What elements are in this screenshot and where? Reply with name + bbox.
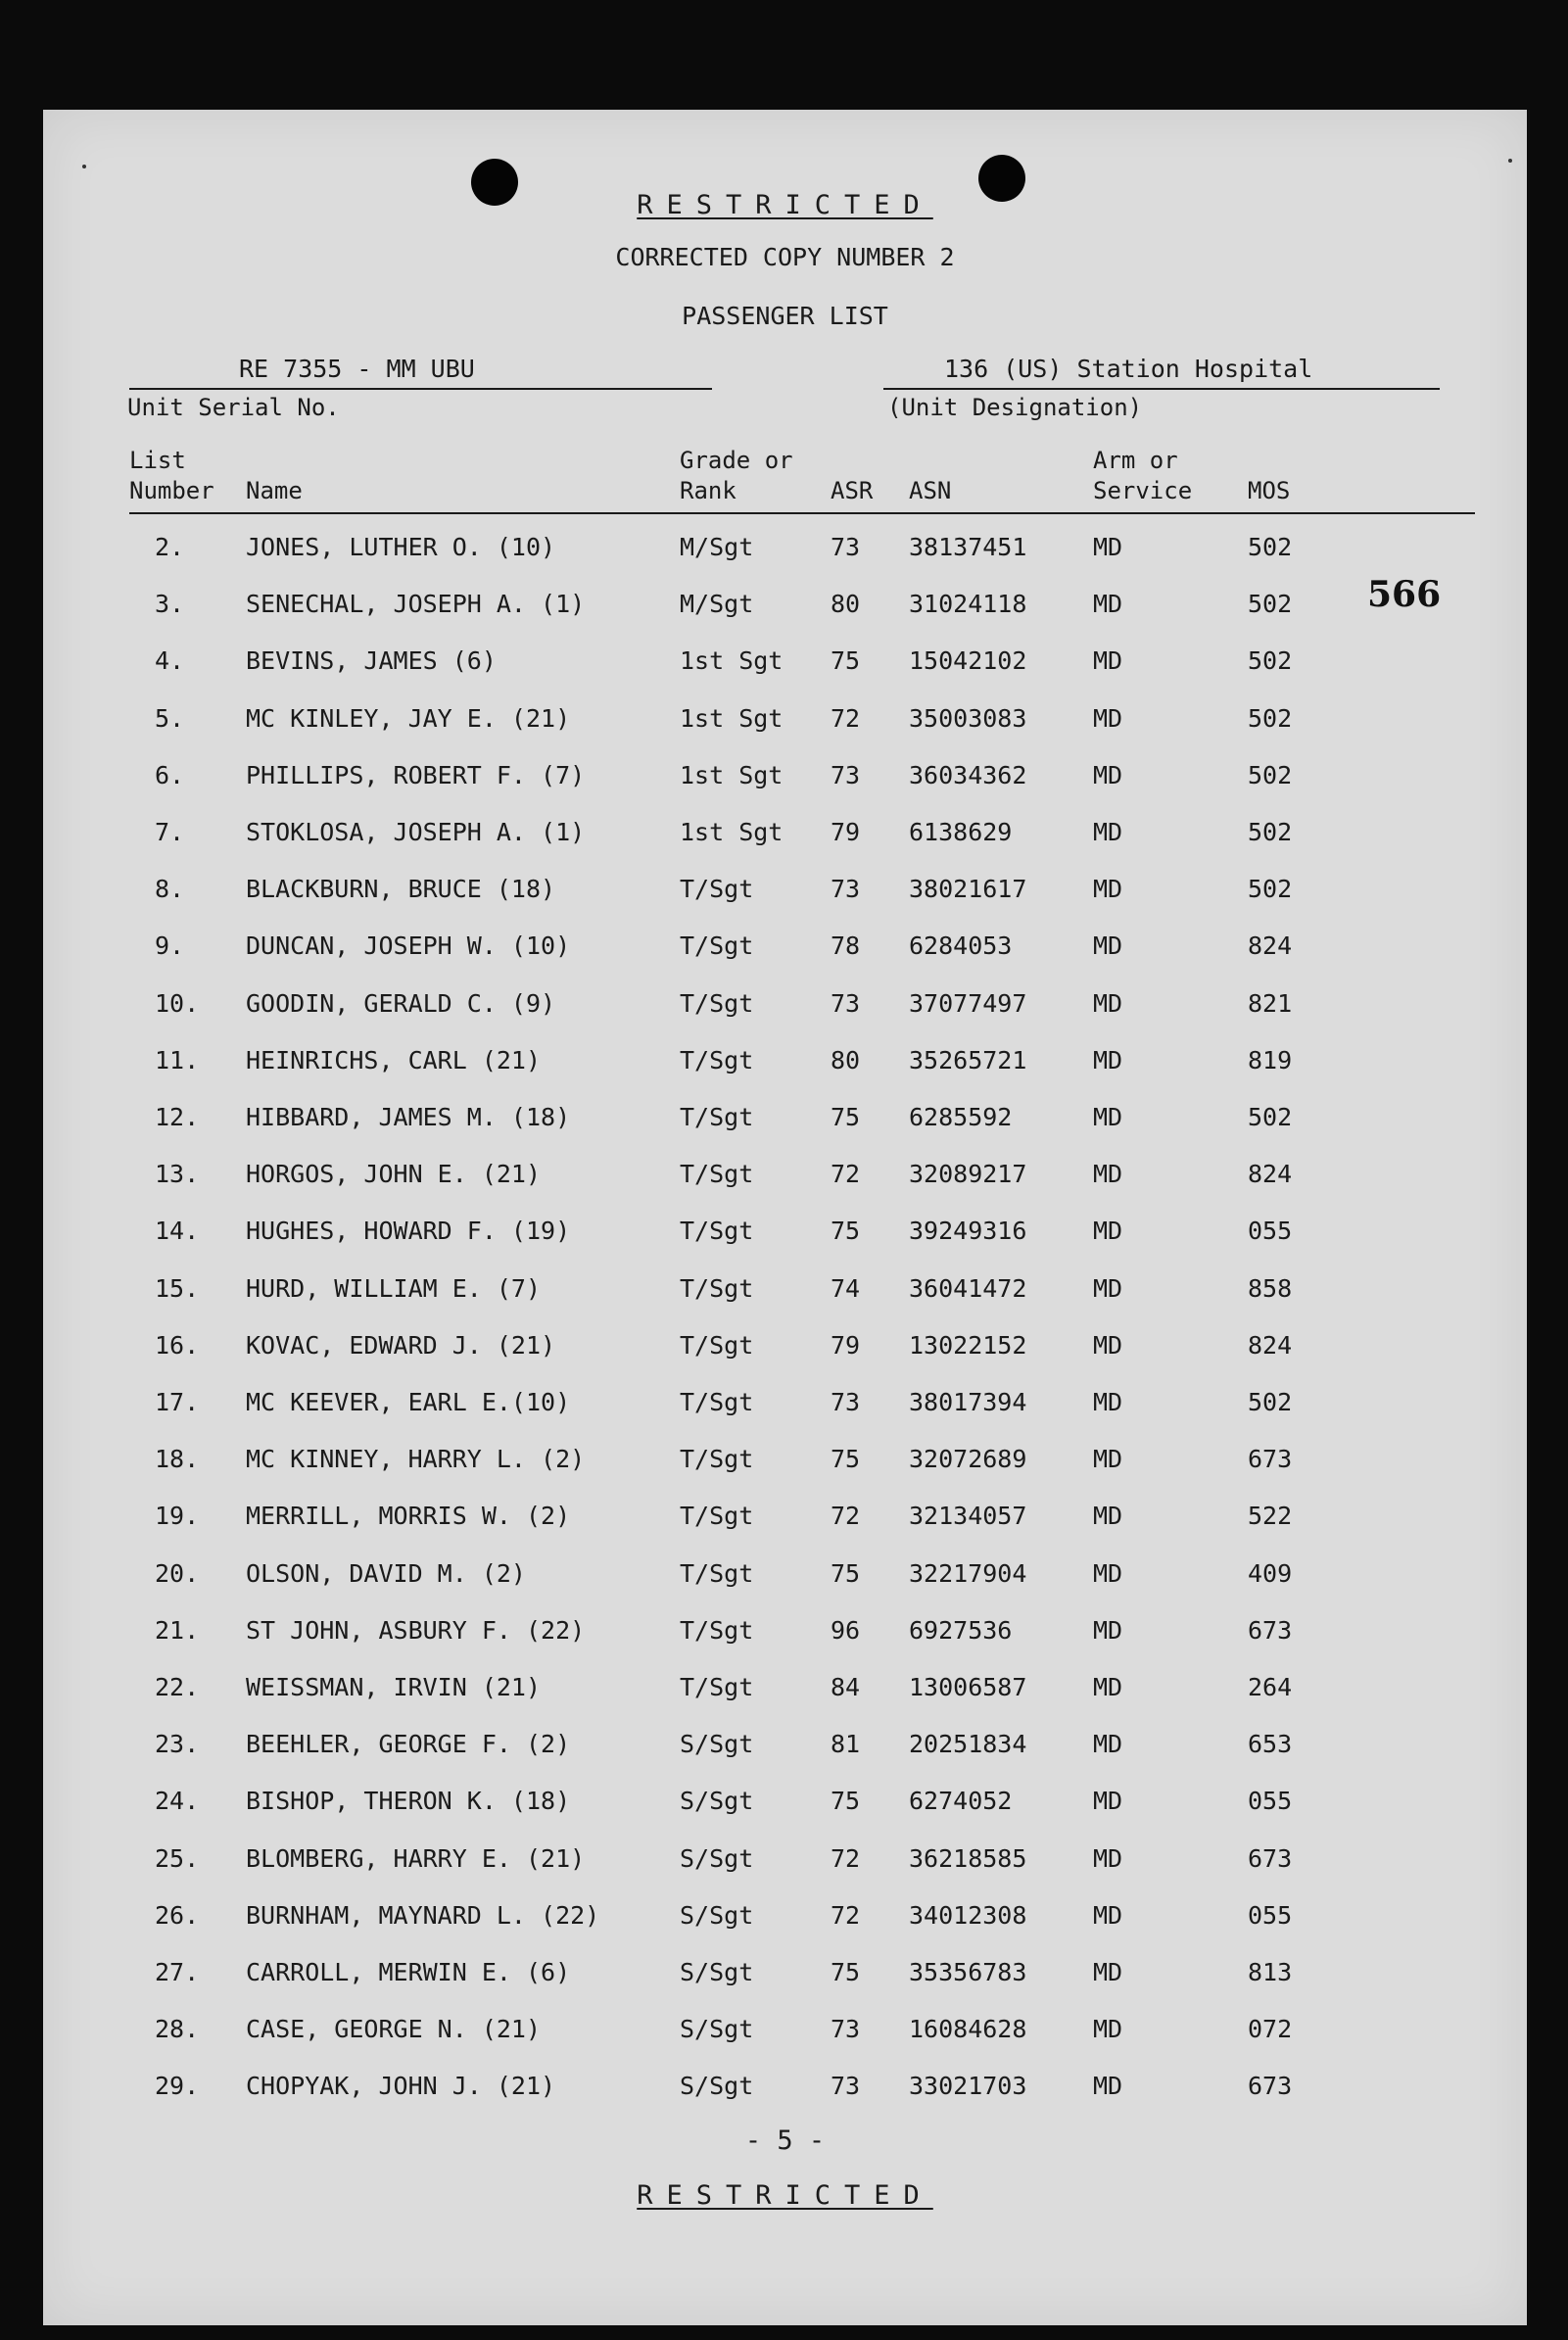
- cell-asr: 72: [831, 1502, 861, 1531]
- cell-arm: MD: [1093, 2072, 1123, 2101]
- cell-arm: MD: [1093, 1558, 1123, 1588]
- cell-num: 17.: [155, 1388, 200, 1416]
- speck: [82, 165, 86, 168]
- cell-num: 14.: [155, 1217, 200, 1246]
- unit-designation-label: (Unit Designation): [887, 394, 1143, 421]
- cell-num: 25.: [155, 1843, 200, 1873]
- cell-grade: M/Sgt: [680, 533, 754, 561]
- cell-asr: 84: [831, 1673, 861, 1701]
- cell-mos: 502: [1248, 1388, 1293, 1416]
- table-row: [43, 1958, 1527, 1997]
- cell-num: 6.: [155, 760, 185, 789]
- table-row: [43, 1331, 1527, 1370]
- cell-mos: 502: [1248, 1103, 1293, 1131]
- cell-num: 20.: [155, 1558, 200, 1588]
- cell-num: 2.: [155, 533, 185, 561]
- cell-asr: 75: [831, 1445, 861, 1474]
- cell-asr: 75: [831, 1787, 861, 1816]
- cell-name: MERRILL, MORRIS W. (2): [246, 1502, 571, 1531]
- cell-arm: MD: [1093, 1273, 1123, 1303]
- cell-asr: 79: [831, 818, 861, 846]
- cell-grade: T/Sgt: [680, 1045, 754, 1074]
- cell-grade: T/Sgt: [680, 1502, 754, 1531]
- cell-asr: 73: [831, 2072, 861, 2101]
- cell-mos: 824: [1248, 1330, 1293, 1360]
- cell-asr: 72: [831, 1843, 861, 1873]
- cell-asr: 75: [831, 1958, 861, 1986]
- cell-arm: MD: [1093, 590, 1123, 619]
- cell-mos: 055: [1248, 1787, 1293, 1816]
- cell-asn: 33021703: [909, 2072, 1027, 2101]
- cell-num: 12.: [155, 1103, 200, 1131]
- cell-asn: 15042102: [909, 646, 1027, 676]
- cell-asn: 36041472: [909, 1273, 1027, 1303]
- cell-arm: MD: [1093, 1730, 1123, 1759]
- column-header-service: Service: [1093, 477, 1193, 504]
- table-row: [43, 1502, 1527, 1541]
- cell-asr: 96: [831, 1615, 861, 1645]
- cell-grade: S/Sgt: [680, 1900, 754, 1930]
- cell-asn: 32217904: [909, 1558, 1027, 1588]
- cell-name: CHOPYAK, JOHN J. (21): [246, 2072, 556, 2101]
- table-row: [43, 2015, 1527, 2054]
- table-row: [43, 931, 1527, 971]
- cell-asr: 72: [831, 1900, 861, 1930]
- cell-name: STOKLOSA, JOSEPH A. (1): [246, 818, 586, 846]
- cell-asr: 78: [831, 931, 861, 961]
- table-row: [43, 1730, 1527, 1769]
- cell-num: 21.: [155, 1615, 200, 1645]
- table-row: [43, 2072, 1527, 2111]
- cell-name: ST JOHN, ASBURY F. (22): [246, 1615, 586, 1645]
- cell-arm: MD: [1093, 988, 1123, 1018]
- cell-num: 28.: [155, 2015, 200, 2044]
- column-header-rank: Rank: [680, 477, 736, 504]
- cell-mos: 502: [1248, 533, 1293, 561]
- cell-asn: 36218585: [909, 1843, 1027, 1873]
- cell-arm: MD: [1093, 1900, 1123, 1930]
- cell-mos: 824: [1248, 931, 1293, 961]
- cell-mos: 072: [1248, 2015, 1293, 2044]
- cell-name: CARROLL, MERWIN E. (6): [246, 1958, 571, 1986]
- cell-arm: MD: [1093, 760, 1123, 789]
- cell-arm: MD: [1093, 646, 1123, 676]
- cell-name: OLSON, DAVID M. (2): [246, 1558, 526, 1588]
- cell-arm: MD: [1093, 1445, 1123, 1474]
- document-title: PASSENGER LIST: [682, 302, 888, 330]
- cell-arm: MD: [1093, 1615, 1123, 1645]
- cell-arm: MD: [1093, 818, 1123, 846]
- cell-name: KOVAC, EDWARD J. (21): [246, 1330, 556, 1360]
- cell-num: 5.: [155, 703, 185, 733]
- cell-asn: 35265721: [909, 1045, 1027, 1074]
- page-number: - 5 -: [744, 2125, 826, 2156]
- cell-name: HEINRICHS, CARL (21): [246, 1045, 542, 1074]
- cell-num: 16.: [155, 1330, 200, 1360]
- table-row: [43, 1559, 1527, 1599]
- cell-name: DUNCAN, JOSEPH W. (10): [246, 931, 571, 961]
- cell-mos: 502: [1248, 590, 1293, 619]
- cell-name: MC KINLEY, JAY E. (21): [246, 703, 571, 733]
- unit-serial-value: RE 7355 - MM UBU: [129, 355, 712, 390]
- cell-name: BLACKBURN, BRUCE (18): [246, 875, 556, 904]
- cell-asr: 73: [831, 988, 861, 1018]
- cell-grade: T/Sgt: [680, 1217, 754, 1246]
- cell-asn: 16084628: [909, 2015, 1027, 2044]
- cell-asr: 75: [831, 1558, 861, 1588]
- table-row: [43, 590, 1527, 629]
- cell-grade: S/Sgt: [680, 2015, 754, 2044]
- cell-mos: 858: [1248, 1273, 1293, 1303]
- cell-arm: MD: [1093, 1103, 1123, 1131]
- column-header-mos: MOS: [1248, 477, 1291, 504]
- unit-serial-block: [129, 355, 712, 421]
- cell-asr: 72: [831, 1160, 861, 1189]
- table-row: [43, 1673, 1527, 1712]
- table-row: [43, 875, 1527, 914]
- cell-asn: 38021617: [909, 875, 1027, 904]
- cell-asr: 73: [831, 875, 861, 904]
- cell-mos: 502: [1248, 703, 1293, 733]
- unit-designation-value: 136 (US) Station Hospital: [883, 355, 1440, 390]
- cell-mos: 673: [1248, 1615, 1293, 1645]
- column-header-name: Name: [246, 477, 303, 504]
- cell-asn: 31024118: [909, 590, 1027, 619]
- cell-mos: 409: [1248, 1558, 1293, 1588]
- table-row: [43, 1616, 1527, 1655]
- cell-arm: MD: [1093, 1787, 1123, 1816]
- cell-name: HORGOS, JOHN E. (21): [246, 1160, 542, 1189]
- column-header-arm: Arm or: [1093, 447, 1178, 474]
- cell-num: 26.: [155, 1900, 200, 1930]
- table-row: [43, 1787, 1527, 1826]
- cell-asn: 6285592: [909, 1103, 1013, 1131]
- cell-asr: 75: [831, 646, 861, 676]
- cell-mos: 055: [1248, 1900, 1293, 1930]
- cell-num: 8.: [155, 875, 185, 904]
- cell-arm: MD: [1093, 1388, 1123, 1416]
- cell-grade: T/Sgt: [680, 1273, 754, 1303]
- cell-arm: MD: [1093, 1673, 1123, 1701]
- cell-arm: MD: [1093, 533, 1123, 561]
- column-header-row: [129, 446, 1475, 514]
- cell-grade: M/Sgt: [680, 590, 754, 619]
- cell-grade: T/Sgt: [680, 1445, 754, 1474]
- cell-num: 23.: [155, 1730, 200, 1759]
- cell-asn: 34012308: [909, 1900, 1027, 1930]
- cell-grade: 1st Sgt: [680, 703, 784, 733]
- cell-grade: S/Sgt: [680, 2072, 754, 2101]
- cell-grade: T/Sgt: [680, 1388, 754, 1416]
- cell-name: BURNHAM, MAYNARD L. (22): [246, 1900, 600, 1930]
- table-row: [43, 1844, 1527, 1884]
- cell-asr: 73: [831, 2015, 861, 2044]
- cell-asr: 80: [831, 1045, 861, 1074]
- cell-asn: 6274052: [909, 1787, 1013, 1816]
- cell-asn: 13022152: [909, 1330, 1027, 1360]
- cell-asr: 73: [831, 533, 861, 561]
- document-page: [43, 110, 1527, 2325]
- cell-mos: 502: [1248, 760, 1293, 789]
- cell-mos: 502: [1248, 646, 1293, 676]
- cell-arm: MD: [1093, 1502, 1123, 1531]
- cell-mos: 821: [1248, 988, 1293, 1018]
- table-row: [43, 1445, 1527, 1484]
- cell-arm: MD: [1093, 931, 1123, 961]
- cell-asn: 32072689: [909, 1445, 1027, 1474]
- cell-num: 7.: [155, 818, 185, 846]
- cell-asn: 13006587: [909, 1673, 1027, 1701]
- cell-mos: 502: [1248, 818, 1293, 846]
- cell-arm: MD: [1093, 1958, 1123, 1986]
- cell-arm: MD: [1093, 875, 1123, 904]
- cell-mos: 055: [1248, 1217, 1293, 1246]
- cell-name: PHILLIPS, ROBERT F. (7): [246, 760, 586, 789]
- cell-asr: 74: [831, 1273, 861, 1303]
- cell-asn: 35356783: [909, 1958, 1027, 1986]
- cell-asn: 6284053: [909, 931, 1013, 961]
- cell-name: HIBBARD, JAMES M. (18): [246, 1103, 571, 1131]
- cell-name: WEISSMAN, IRVIN (21): [246, 1673, 542, 1701]
- column-header-asn: ASN: [909, 477, 952, 504]
- column-header-list: List: [129, 447, 186, 474]
- cell-num: 24.: [155, 1787, 200, 1816]
- cell-grade: T/Sgt: [680, 1673, 754, 1701]
- cell-arm: MD: [1093, 1843, 1123, 1873]
- cell-mos: 502: [1248, 875, 1293, 904]
- cell-asn: 32134057: [909, 1502, 1027, 1531]
- cell-num: 13.: [155, 1160, 200, 1189]
- table-row: [43, 1388, 1527, 1427]
- cell-num: 10.: [155, 988, 200, 1018]
- cell-arm: MD: [1093, 1217, 1123, 1246]
- cell-grade: T/Sgt: [680, 1615, 754, 1645]
- cell-grade: 1st Sgt: [680, 760, 784, 789]
- cell-grade: T/Sgt: [680, 1160, 754, 1189]
- cell-name: CASE, GEORGE N. (21): [246, 2015, 542, 2044]
- cell-num: 4.: [155, 646, 185, 676]
- cell-grade: T/Sgt: [680, 1103, 754, 1131]
- restricted-header: RESTRICTED: [637, 190, 933, 220]
- cell-mos: 673: [1248, 1445, 1293, 1474]
- cell-asr: 73: [831, 1388, 861, 1416]
- cell-arm: MD: [1093, 2015, 1123, 2044]
- cell-asn: 20251834: [909, 1730, 1027, 1759]
- cell-grade: 1st Sgt: [680, 818, 784, 846]
- cell-num: 15.: [155, 1273, 200, 1303]
- cell-asn: 6138629: [909, 818, 1013, 846]
- cell-mos: 813: [1248, 1958, 1293, 1986]
- cell-arm: MD: [1093, 1160, 1123, 1189]
- cell-asr: 81: [831, 1730, 861, 1759]
- cell-arm: MD: [1093, 1330, 1123, 1360]
- cell-mos: 824: [1248, 1160, 1293, 1189]
- cell-name: GOODIN, GERALD C. (9): [246, 988, 556, 1018]
- cell-num: 18.: [155, 1445, 200, 1474]
- cell-mos: 522: [1248, 1502, 1293, 1531]
- cell-asr: 72: [831, 703, 861, 733]
- cell-arm: MD: [1093, 1045, 1123, 1074]
- cell-name: BEEHLER, GEORGE F. (2): [246, 1730, 571, 1759]
- cell-asn: 36034362: [909, 760, 1027, 789]
- unit-serial-label: Unit Serial No.: [127, 394, 340, 421]
- cell-grade: T/Sgt: [680, 1558, 754, 1588]
- cell-name: MC KEEVER, EARL E.(10): [246, 1388, 571, 1416]
- cell-asn: 6927536: [909, 1615, 1013, 1645]
- cell-name: HURD, WILLIAM E. (7): [246, 1273, 542, 1303]
- cell-num: 3.: [155, 590, 185, 619]
- cell-num: 19.: [155, 1502, 200, 1531]
- cell-asn: 32089217: [909, 1160, 1027, 1189]
- cell-asn: 39249316: [909, 1217, 1027, 1246]
- column-header-asr: ASR: [831, 477, 874, 504]
- table-row: [43, 761, 1527, 800]
- cell-mos: 819: [1248, 1045, 1293, 1074]
- cell-asn: 38017394: [909, 1388, 1027, 1416]
- column-header-grade: Grade or: [680, 447, 793, 474]
- cell-grade: S/Sgt: [680, 1787, 754, 1816]
- cell-asn: 35003083: [909, 703, 1027, 733]
- cell-grade: 1st Sgt: [680, 646, 784, 676]
- cell-grade: S/Sgt: [680, 1843, 754, 1873]
- table-row: [43, 1160, 1527, 1199]
- restricted-footer: RESTRICTED: [637, 2180, 933, 2211]
- cell-grade: T/Sgt: [680, 1330, 754, 1360]
- column-header-number: Number: [129, 477, 214, 504]
- table-row: [43, 1274, 1527, 1313]
- cell-asr: 75: [831, 1103, 861, 1131]
- cell-name: MC KINNEY, HARRY L. (2): [246, 1445, 586, 1474]
- cell-mos: 264: [1248, 1673, 1293, 1701]
- cell-grade: T/Sgt: [680, 875, 754, 904]
- cell-name: BISHOP, THERON K. (18): [246, 1787, 571, 1816]
- cell-arm: MD: [1093, 703, 1123, 733]
- table-row: [43, 704, 1527, 743]
- cell-name: BLOMBERG, HARRY E. (21): [246, 1843, 586, 1873]
- table-row: [43, 1046, 1527, 1085]
- stamped-number: 566: [1367, 574, 1442, 615]
- corrected-copy-line: CORRECTED COPY NUMBER 2: [615, 243, 955, 271]
- table-row: [43, 1901, 1527, 1940]
- cell-asr: 80: [831, 590, 861, 619]
- cell-mos: 673: [1248, 2072, 1293, 2101]
- table-row: [43, 1103, 1527, 1142]
- table-row: [43, 1217, 1527, 1256]
- cell-mos: 673: [1248, 1843, 1293, 1873]
- table-row: [43, 818, 1527, 857]
- unit-designation-block: [883, 355, 1440, 421]
- cell-num: 27.: [155, 1958, 200, 1986]
- cell-asr: 73: [831, 760, 861, 789]
- cell-name: JONES, LUTHER O. (10): [246, 533, 556, 561]
- cell-name: BEVINS, JAMES (6): [246, 646, 497, 676]
- cell-grade: T/Sgt: [680, 988, 754, 1018]
- cell-asr: 75: [831, 1217, 861, 1246]
- cell-mos: 653: [1248, 1730, 1293, 1759]
- cell-num: 9.: [155, 931, 185, 961]
- cell-num: 22.: [155, 1673, 200, 1701]
- speck: [1508, 159, 1512, 163]
- cell-asn: 37077497: [909, 988, 1027, 1018]
- cell-grade: S/Sgt: [680, 1730, 754, 1759]
- cell-asn: 38137451: [909, 533, 1027, 561]
- cell-name: SENECHAL, JOSEPH A. (1): [246, 590, 586, 619]
- cell-name: HUGHES, HOWARD F. (19): [246, 1217, 571, 1246]
- cell-grade: S/Sgt: [680, 1958, 754, 1986]
- table-row: [43, 989, 1527, 1028]
- table-row: [43, 533, 1527, 572]
- cell-grade: T/Sgt: [680, 931, 754, 961]
- table-row: [43, 646, 1527, 686]
- cell-asr: 79: [831, 1330, 861, 1360]
- cell-num: 11.: [155, 1045, 200, 1074]
- cell-num: 29.: [155, 2072, 200, 2101]
